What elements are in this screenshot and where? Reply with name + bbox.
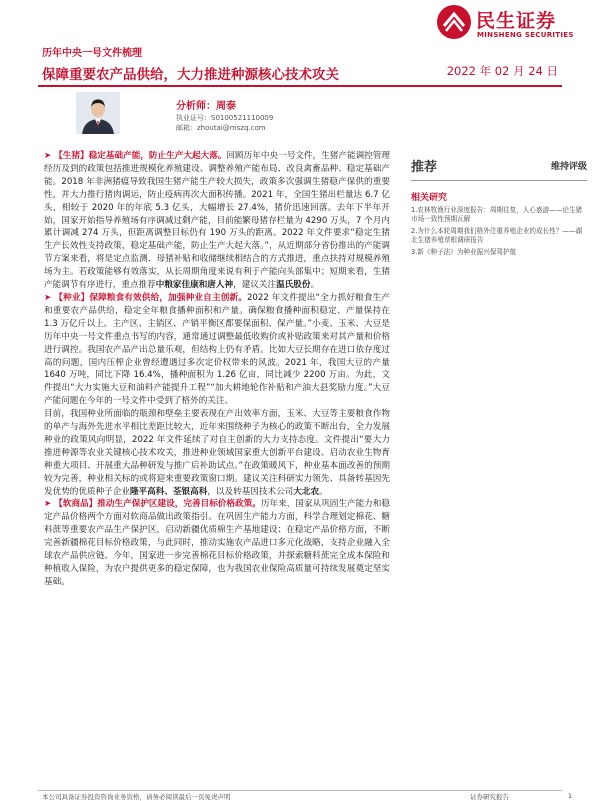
bullet-arrow-icon: ➤ bbox=[44, 292, 52, 303]
section-text-hogs: 回顾历年中央一号文件，生猪产能调控管理经历及到的政策包括推进规模化养殖建设、调整养殖产能布局、改良禽畜品种、稳定基础产能。2018 年非洲猪瘟导致我国生猪产能生产较大损失，政策多次强调生猪稳产保供的重要性，并大力推行猪肉调运，防止疫病再次大面积传播。2021 年，全国生猪出栏量达 6.7 亿头，相较于 2020 年的年底 5.3 亿头，大幅增长 27.4%，猪价迅速回落。去年下半年开始，国家开始指导养殖场有序调减过剩产能，目前能繁母猪存栏量为 4290 万头，7 个月内累计调减 274 万头，但距离调整目标仍有 190 万头的距离。2022 年文件要求“稳定生猪生产长效性支持政策，稳定基础产能，防止生产大起大落。”，从近期部分省份推出的产能调节方案来看，将是定点监测、母猪补贴和收储继续相结合的方式推进，重点扶持对规模养殖场为主。若政策能够有效落实，从长周期角度来说有利于产能向头部集中；短期来看，生猪产能调节有序进行，重点推荐 bbox=[44, 151, 390, 291]
section-text-seeds-end: 。 bbox=[319, 486, 328, 497]
section-text-softs: 历年来，国家从巩固生产能力和稳定产品价格两个方面对软商品做出政策指引。在巩固生产能力方面，科学合理划定棉花、糖料蔗等重要农产品生产保护区，启动新疆优质棉生产基地建设；在稳定产品价格方面，不断完善新疆棉花目标价格政策，与此同时，推动实施农产品进口多元化战略，支持企业融入全球农产品供应链。今年，国家进一步完善棉花目标价格政策，并探索糖料蔗完全成本保险和种植收入保险，为农户提供更多的稳定保障，也为我国农业保险高质量可持续发展奠定坚实基础。 bbox=[44, 499, 390, 587]
paragraph-seeds-2 bbox=[44, 408, 390, 498]
analyst-photo bbox=[76, 92, 120, 134]
analyst-name: 分析师：周泰 bbox=[176, 101, 236, 112]
bullet-arrow-icon: ➤ bbox=[44, 499, 52, 510]
section-head-softs: 【软商品】推动生产保护区建设，完善目标价格政策。 bbox=[54, 499, 261, 510]
stock-pick-hogs: 中粮家佳康和唐人神 bbox=[155, 280, 234, 291]
stock-pick-seeds: 隆平高科、荃银高科 bbox=[129, 486, 208, 497]
report-date: 2022 年 02 月 24 日 bbox=[446, 64, 558, 78]
stock-pick-seeds-2: 大北农 bbox=[293, 486, 320, 497]
footer-divider bbox=[38, 790, 562, 791]
paragraph-hogs bbox=[44, 150, 390, 292]
logo-icon bbox=[436, 4, 472, 40]
related-item[interactable]: 2.为什么本轮周期我们格外注重养殖企业的成长性？——湖北生猪养殖草根调研报告 bbox=[411, 226, 583, 245]
page-number: 1 bbox=[568, 792, 573, 800]
section-text-hogs-end: 。 bbox=[310, 280, 320, 291]
footer-report-type: 证券研究报告 bbox=[470, 793, 509, 801]
company-logo bbox=[436, 4, 586, 44]
stock-watch-hogs: 温氏股份 bbox=[276, 280, 311, 291]
footer-disclaimer: 本公司具备证券投资咨询业务资格，请务必阅读最后一页免责声明 bbox=[42, 793, 231, 801]
related-item[interactable]: 3.新《种子法》为种业振兴保驾护航 bbox=[411, 247, 517, 256]
recommend-label: 推荐 bbox=[411, 160, 438, 175]
paragraph-softs bbox=[44, 498, 390, 588]
sidebar-divider bbox=[411, 180, 587, 181]
rating-box bbox=[411, 150, 587, 178]
related-research-title: 相关研究 bbox=[411, 193, 448, 203]
report-series: 历年中央一号文件梳理 bbox=[42, 48, 142, 59]
section-text-seeds-mid: ，以及转基因技术公司 bbox=[207, 486, 294, 497]
logo-english: MINSHENG SECURITIES bbox=[477, 31, 574, 39]
logo-chinese: 民生证券 bbox=[476, 10, 557, 32]
bullet-arrow-icon: ➤ bbox=[44, 151, 52, 161]
section-head-hogs: 【生猪】稳定基础产能，防止生产大起大落。 bbox=[54, 151, 227, 161]
section-text-seeds: 2022 年文件提出“全力抓好粮食生产和重要农产品供给，稳定全年粮食播种面积和产量。确保粮食播种面积稳定、产量保持在 1.3 万亿斤以上。主产区、主销区、产销平衡区都要保面积、保产量。”小麦、玉米、大豆是历年中央一号文件重点书写的内容，通常通过调整最低收购价或补贴政策来对其产量和价格进行调控。我国农产品产出总量乐观，但结构上仍有矛盾。比如大豆长期存在进口依存度过高的问题，国内压榨企业曾经遭遇过多次定价权带来的风波。2021 年，我国大豆的产量 1640 万吨，同比下降 16.4%，播种面积为 1.26 亿亩，同比减少 2200 万亩。为此，文件提出“大力实施大豆和油料产能提升工程”“加大耕地轮作补贴和产油大县奖励力度。”大豆产能问题在今年的一号文件中受到了格外的关注。 bbox=[44, 292, 390, 407]
rating-label: 维持评级 bbox=[550, 162, 587, 172]
analyst-email: 邮箱：zhoutai@mszq.com bbox=[176, 124, 266, 132]
report-body bbox=[44, 150, 390, 589]
section-head-seeds: 【种业】保障粮食有效供给，加强种业自主创新。 bbox=[54, 292, 247, 303]
header-divider bbox=[38, 85, 562, 87]
related-research-list bbox=[411, 206, 587, 259]
report-title: 保障重要农产品供给，大力推进种源核心技术攻关 bbox=[42, 67, 339, 83]
paragraph-seeds bbox=[44, 292, 390, 408]
analyst-cert: 执业证号：S0100521110009 bbox=[176, 114, 274, 122]
section-text-hogs-tail: ，建议关注 bbox=[233, 280, 277, 291]
related-item[interactable]: 1.农林牧渔行业深度报告：周期往复，人心惑游——论生猪市场一致性预期瓦解 bbox=[411, 206, 583, 224]
section-text-seeds-2: 目前，我国种业所面临的瓶颈和壁垒主要表现在产出效率方面，玉米、大豆等主要粮食作物的单产与海外先进水平相比差距比较大，近年来围绕种子为核心的政策不断出台，全力发展种业的政策风向明显，2022 年文件延续了对自主创新的大力支持态度。文件提出“要大力推进种源等农业关键核心技术攻关，推进种业领域国家重大创新平台建设、启动农业生物育种重大项目、开展重大品种研发与推广后补助试点。”在政策暖风下，种业基本面改善的预期较为完善，种业相关标的或将迎来重要政策窗口期。建议关注科研实力领先、具备转基因先发优势的优质种子企业 bbox=[44, 409, 390, 497]
analyst-portrait-icon bbox=[76, 92, 120, 134]
